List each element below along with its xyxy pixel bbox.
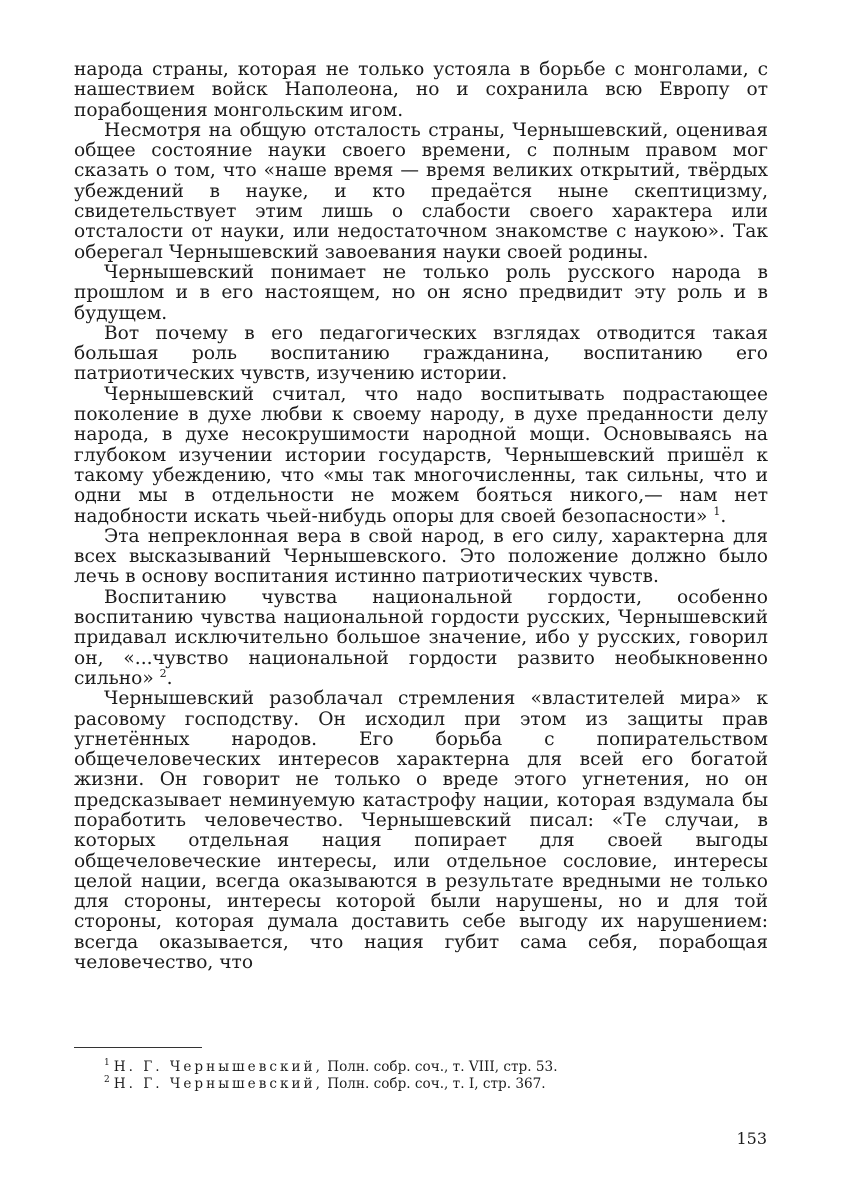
body-text [74,60,768,973]
paragraph-1 [74,60,768,121]
footnote-2 [104,1076,744,1093]
paragraph-7-text: Воспитанию чувства национальной гордости, особенно воспитанию чувства национальной гордости русских, Чернышевский придавал исключительно большое значение, ибо у русских, говорил он, «...чувство национальной гордости развито необыкновенно сильно» [74,586,768,689]
footnote-1-author: Н. Г. Чернышевский, [113,1059,323,1075]
paragraph-2-text: Несмотря на общую отсталость страны, Чернышевский, оценивая общее состояние науки своего времени, с полным правом мог сказать о том, что «наше время — время великих открытий, твёрдых убеждений в науке, и кто предаётся ныне скептицизму, свидетельствует этим лишь о слабости своего характера или отсталости от науки, или недостаточном знакомстве с наукою». Так оберегал Чернышевский завоевания науки своей родины. [74,119,768,263]
paragraph-3-text: Чернышевский понимает не только роль русского народа в прошлом и в его настоящем, но он ясно предвидит эту роль и в будущем. [74,261,768,324]
paragraph-6 [74,527,768,588]
paragraph-8 [74,689,768,973]
paragraph-5: Чернышевский считал, что надо воспитывать подрастающее поколение в духе любви к своему народу, в духе преданности делу народа, в духе несокрушимости народной мощи. Основываясь на глубоком изучении истории государств, Чернышевский пришёл к такому убеждению, что «мы так многочисленны, так сильны, что и одни мы в отдельности не можем бояться никого,— нам нет надобности искать чьей-нибудь опоры для своей безопасности» $^1$. [74,383,768,527]
page-number: 153 [736,1129,767,1148]
paragraph-3 [74,263,768,324]
footnote-1-source: Полн. собр. соч., т. VIII, стр. 53. [327,1059,558,1075]
footnote-1 [104,1059,744,1076]
footnote-ref-1: 1 [713,504,721,518]
footnotes [104,1059,744,1093]
footnote-2-number: 2 [104,1075,110,1086]
footnote-divider [74,1047,202,1048]
paragraph-2 [74,121,768,263]
paragraph-7: Воспитанию чувства национальной гордости, особенно воспитанию чувства национальной гордости русских, Чернышевский придавал исключительно большое значение, ибо у русских, говорил он, «...чувство национальной гордости развито необыкновенно сильно» $^2$. [74,586,768,689]
paragraph-1-text: народа страны, которая не только устояла в борьбе с монголами, с нашествием войск Наполеона, но и сохранила всю Европу от порабощения монгольским игом. [74,59,768,121]
paragraph-5-text: Чернышевский считал, что надо воспитывать подрастающее поколение в духе любви к своему народу, в духе преданности делу народа, в духе несокрушимости народной мощи. Основываясь на глубоком изучении истории государств, Чернышевский пришёл к такому убеждению, что «мы так многочисленны, так сильны, что и одни мы в отдельности не можем бояться никого,— нам нет надобности искать чьей-нибудь опоры для своей безопасности» [74,383,768,527]
paragraph-8-text: Чернышевский разоблачал стремления «властителей мира» к расовому господству. Он исходил при этом из защиты прав угнетённых народов. Его борьба с попирательством общечеловеческих интересов характерна для всей его богатой жизни. Он говорит не только о вреде этого угнетения, но он предсказывает неминуемую катастрофу нации, которая вздумала бы поработить человечество. Чернышевский писал: «Те случаи, в которых отдельная нация попирает для своей выгоды общечеловеческие интересы, или отдельное сословие, интересы целой нации, всегда оказываются в результате вредными не только для стороны, интересы которой были нарушены, но и для той стороны, которая думала доставить себе выгоду их нарушением: всегда оказывается, что нация губит сама себя, порабощая человечество, что [74,688,768,974]
paragraph-4-text: Вот почему в его педагогических взглядах отводится такая большая роль воспитанию гражданина, воспитанию его патриотических чувств, изучению истории. [74,322,768,385]
footnote-ref-2: 2 [159,666,167,680]
footnote-2-source: Полн. собр. соч., т. I, стр. 367. [327,1076,546,1092]
page-body [74,60,768,973]
paragraph-4 [74,324,768,385]
footnote-2-author: Н. Г. Чернышевский, [113,1076,323,1092]
footnote-1-number: 1 [104,1058,110,1069]
paragraph-6-text: Эта непреклонная вера в свой народ, в его силу, характерна для всех высказываний Чернышевского. Это положение должно было лечь в основу воспитания истинно патриотических чувств. [74,525,768,588]
